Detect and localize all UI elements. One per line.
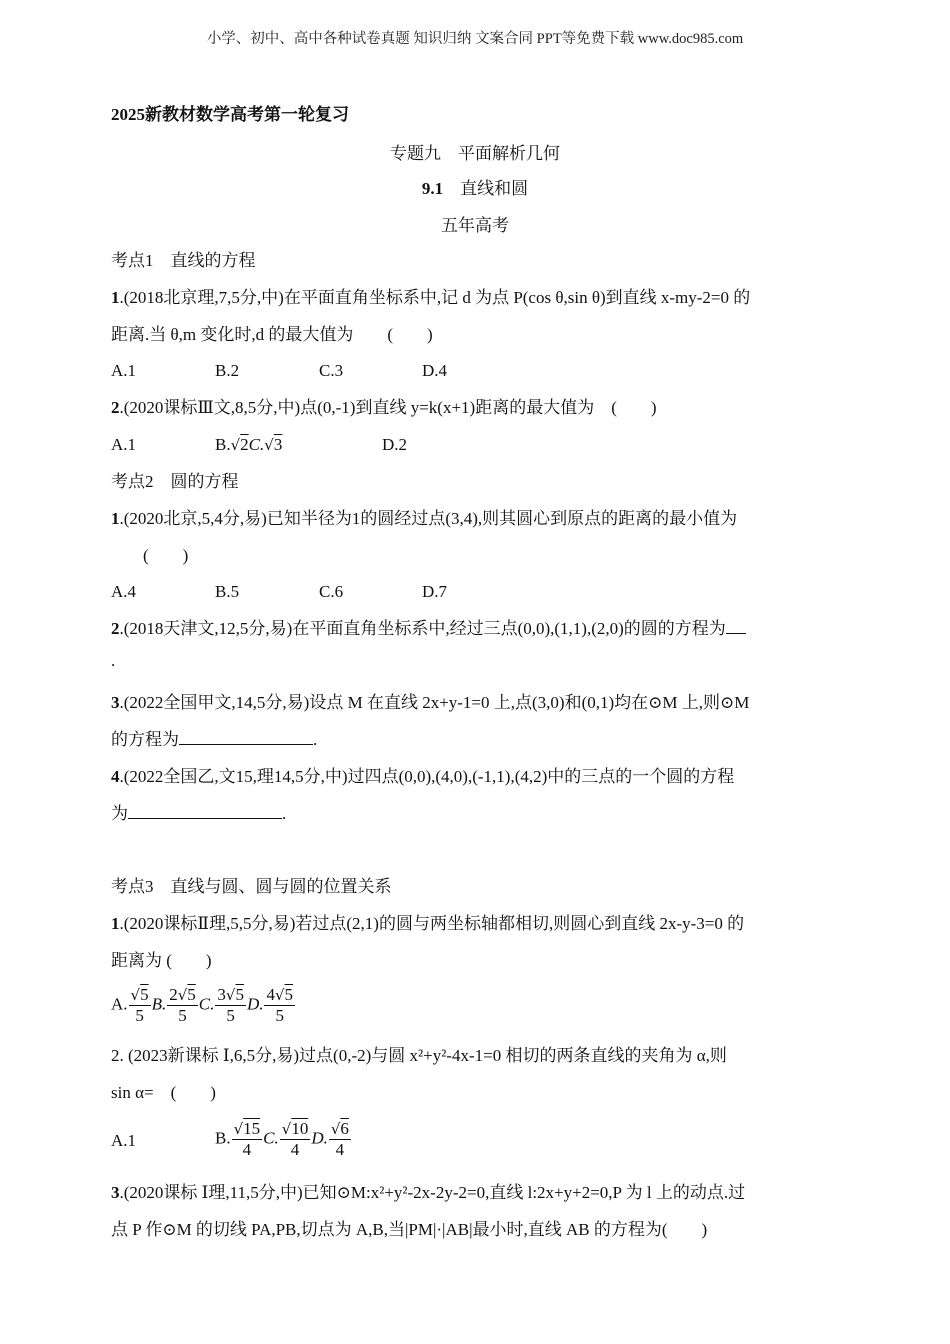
kp1-q1-line1 [111, 287, 750, 309]
question-number: 3 [111, 693, 120, 712]
kp3-q2-line1: 2. (2023新课标 Ⅰ,6,5分,易)过点(0,-2)与圆 x²+y²-4x-1=0 相切的两条直线的夹角为 α,则 [111, 1046, 727, 1065]
option-c-label: C. [248, 435, 265, 454]
option-c-label: C. [263, 1128, 279, 1148]
kp1-q2-option-a: A.1 [111, 435, 137, 454]
option-b-fraction: $\frac{√15}{4}$ [233, 1119, 261, 1159]
option-c-fraction: $\frac{3√5}{5}$ [217, 985, 244, 1025]
question-number: 2 [111, 398, 120, 417]
question-text: .(2020课标Ⅲ文,8,5分,中)点(0,-1)到直线 y=k(x+1)距离的最大值为 ( ) [119, 398, 657, 417]
question-text: .(2020课标Ⅱ理,5,5分,易)若过点(2,1)的圆与两坐标轴都相切,则圆心到直线 2x-y-3=0 的 [119, 914, 745, 933]
kp2-q2-line1 [111, 618, 746, 640]
kp2-q2-line2: . [111, 651, 116, 670]
option-a-fraction: $\frac{√5}{5}$ [130, 985, 149, 1025]
question-text: . [282, 804, 287, 823]
option-b-label: B. [151, 994, 167, 1014]
option-b-label: B. [215, 1128, 231, 1148]
kp1-q1-line2: 距离.当 θ,m 变化时,d 的最大值为 ( ) [111, 325, 433, 344]
question-number: 2 [111, 619, 120, 638]
question-number: 3 [111, 1183, 120, 1202]
section-number: 9.1 [421, 179, 444, 198]
answer-blank[interactable] [128, 804, 282, 819]
question-text: 为 [111, 804, 128, 823]
section-heading [0, 178, 950, 200]
subtitle: 五年高考 [441, 216, 509, 235]
kp2-q1-option-a: A.4 [111, 582, 137, 601]
kp1-q2-options-bc [215, 434, 282, 456]
option-b-radicand: 2 [240, 435, 249, 454]
option-d-label: D. [246, 994, 264, 1014]
answer-blank[interactable] [179, 730, 313, 745]
option-b-fraction: $\frac{2√5}{5}$ [169, 985, 196, 1025]
option-d-fraction: $\frac{√6}{4}$ [330, 1119, 349, 1159]
answer-blank[interactable] [726, 619, 746, 634]
kp2-q1-option-c: C.6 [319, 582, 344, 601]
kp1-q1-option-b: B.2 [215, 361, 240, 380]
question-text: .(2022全国甲文,14,5分,易)设点 M 在直线 2x+y-1=0 上,点(3,0)和(0,1)均在⊙M 上,则⊙M [119, 693, 750, 712]
question-number: 1 [111, 914, 120, 933]
kp1-q2-line1 [111, 397, 657, 419]
question-number: 1 [111, 288, 120, 307]
radical-icon: √ [230, 436, 241, 454]
kp2-q1-line1 [111, 508, 737, 530]
question-text: .(2018天津文,12,5分,易)在平面直角坐标系中,经过三点(0,0),(1,1),(2,0)的圆的方程为 [119, 619, 726, 638]
page-header: 小学、初中、高中各种试卷真题 知识归纳 文案合同 PPT等免费下载 www.doc985.com [206, 31, 744, 47]
option-c-label: C. [198, 994, 215, 1014]
kp2-q3-line1 [111, 692, 749, 714]
kp2-q3-line2 [111, 729, 317, 751]
kp2-q1-line2: ( ) [143, 546, 189, 565]
kp3-q3-line1 [111, 1182, 745, 1204]
document-title: 2025新教材数学高考第一轮复习 [111, 105, 349, 124]
kp2-q4-line2 [111, 803, 286, 825]
kp2-q1-option-d: D.7 [422, 582, 448, 601]
question-number: 4 [111, 767, 120, 786]
kp1-q1-option-c: C.3 [319, 361, 344, 380]
option-c-fraction: $\frac{√10}{4}$ [281, 1119, 309, 1159]
radical-icon: √ [264, 436, 274, 454]
question-text: .(2020北京,5,4分,易)已知半径为1的圆经过点(3,4),则其圆心到原点的距离的最小值为 [119, 509, 738, 528]
kp3-q2-line2: sin α= ( ) [111, 1083, 216, 1102]
question-text: . [313, 730, 318, 749]
option-b-label: B. [215, 435, 231, 454]
kp1-q1-option-a: A.1 [111, 361, 137, 380]
question-text: .(2022全国乙,文15,理14,5分,中)过四点(0,0),(4,0),(-1,1),(4,2)中的三点的一个圆的方程 [119, 767, 735, 786]
kp3-q3-line2: 点 P 作⊙M 的切线 PA,PB,切点为 A,B,当|PM|·|AB|最小时,直线 AB 的方程为( ) [111, 1220, 708, 1239]
kp1-q1-option-d: D.4 [422, 361, 448, 380]
kp3-q1-line2: 距离为 ( ) [111, 951, 212, 970]
kp2-title: 考点2 圆的方程 [111, 472, 239, 491]
question-text: .(2020课标 Ⅰ理,11,5分,中)已知⊙M:x²+y²-2x-2y-2=0,直线 l:2x+y+2=0,P 为 l 上的动点.过 [119, 1183, 746, 1202]
option-d-label: D. [311, 1128, 328, 1148]
kp3-q2-option-a: A.1 [111, 1131, 137, 1150]
question-text: .(2018北京理,7,5分,中)在平面直角坐标系中,记 d 为点 P(cos θ,sin θ)到直线 x-my-2=0 的 [119, 288, 751, 307]
option-c-radicand: 3 [273, 435, 283, 454]
option-d-fraction: $\frac{4√5}{5}$ [266, 985, 294, 1025]
kp3-title: 考点3 直线与圆、圆与圆的位置关系 [111, 877, 392, 896]
kp2-q4-line1 [111, 766, 734, 788]
kp2-q1-option-b: B.5 [215, 582, 240, 601]
question-text: 的方程为 [111, 730, 179, 749]
question-number: 1 [111, 509, 120, 528]
kp1-q2-option-d: D.2 [382, 435, 408, 454]
kp3-q1-line1 [111, 913, 744, 935]
option-a-label: A. [111, 994, 128, 1014]
kp3-q2-options-bcd [215, 1119, 352, 1160]
section-title: 直线和圆 [460, 179, 529, 198]
kp1-title: 考点1 直线的方程 [111, 251, 256, 270]
topic-heading: 专题九 平面解析几何 [390, 144, 560, 163]
kp3-q1-options [111, 985, 296, 1026]
